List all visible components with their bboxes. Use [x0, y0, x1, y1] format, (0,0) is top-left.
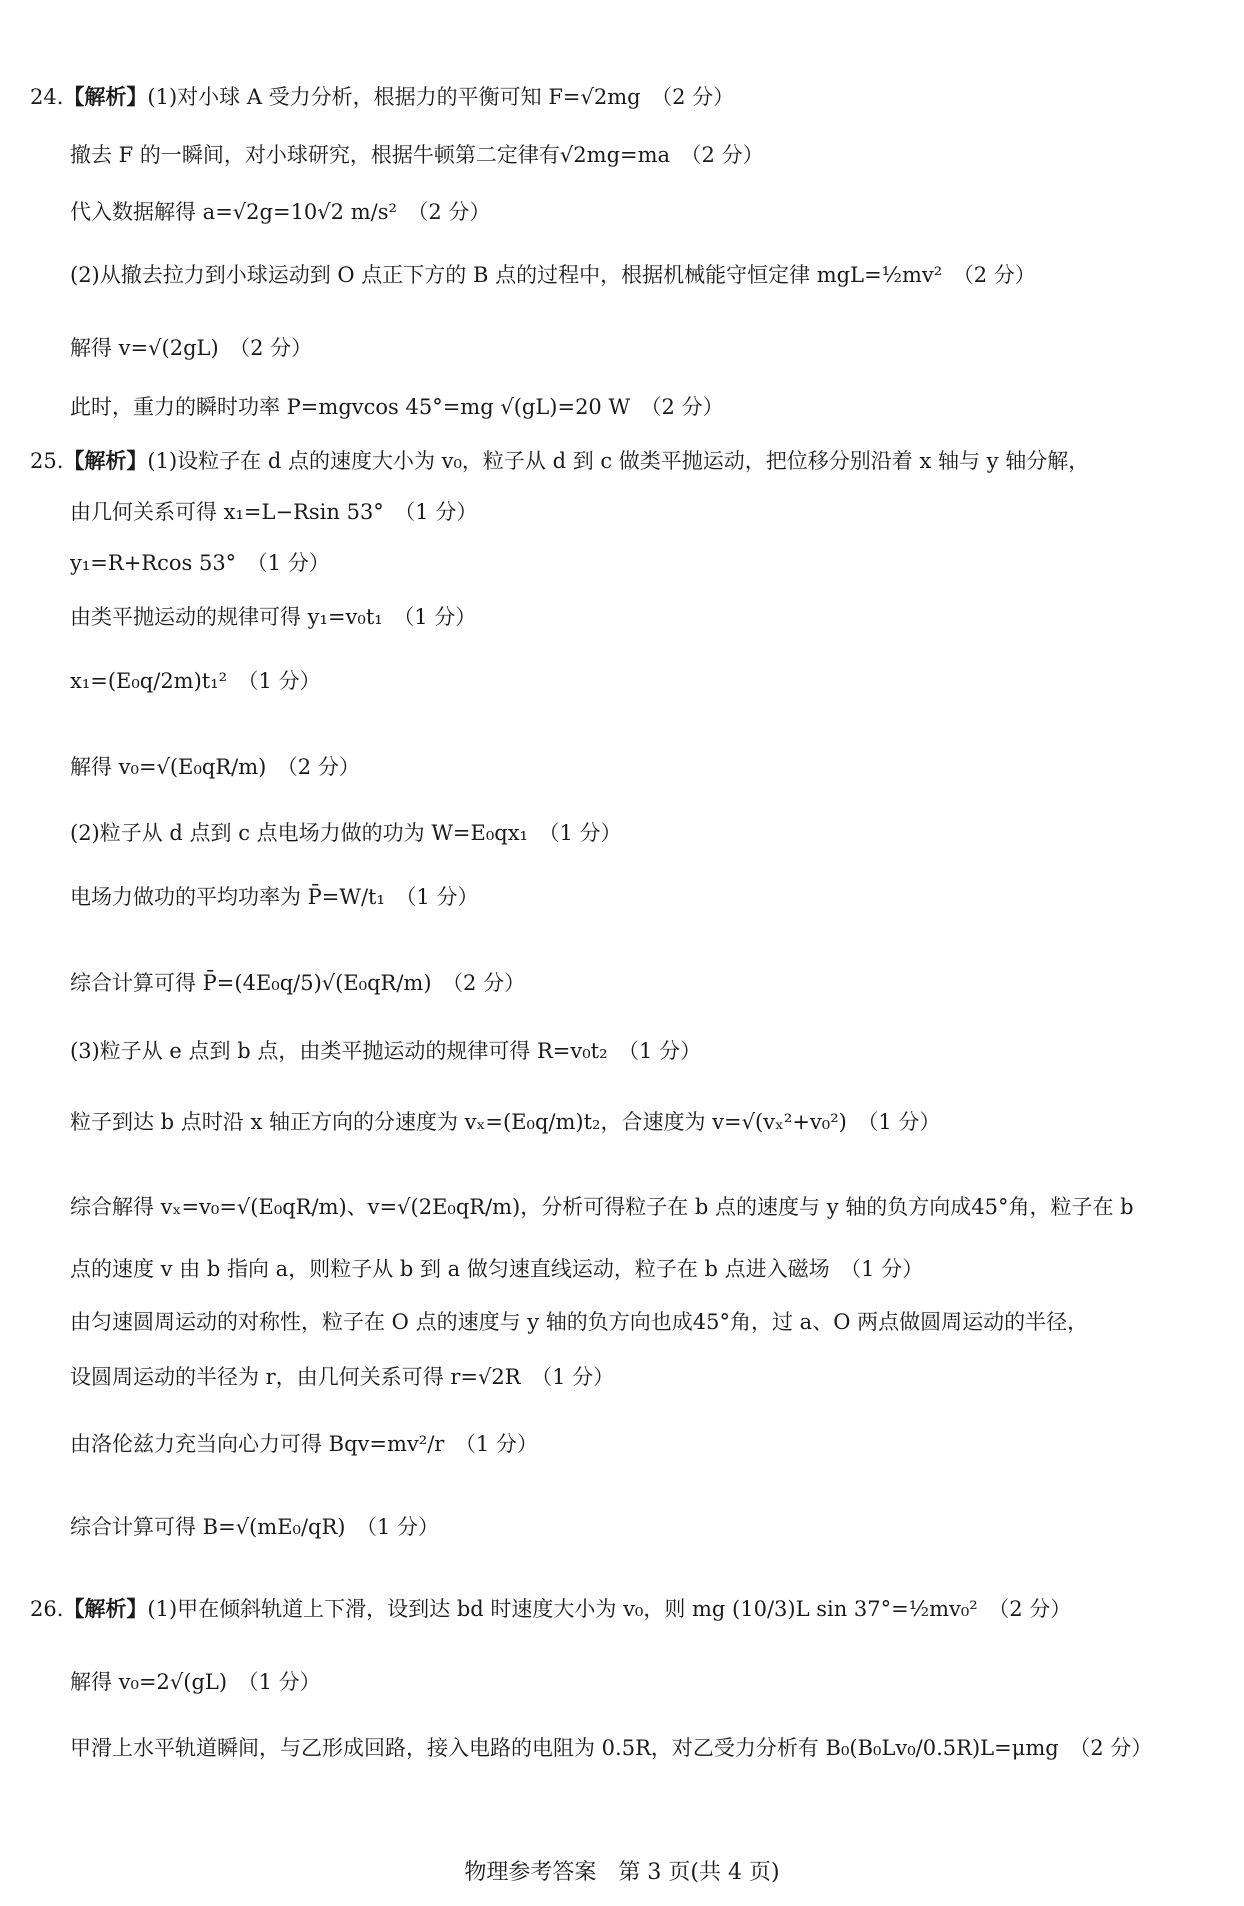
q25-line-9: 综合计算可得 P̄=(4E₀q/5)√(E₀qR/m) （2 分）	[70, 971, 526, 995]
line-text: (1)设粒子在 d 点的速度大小为 v₀，粒子从 d 到 c 做类平抛运动，把位移分别沿着 x 轴与 y 轴分解，	[147, 449, 1090, 473]
question-number: 26.	[30, 1597, 64, 1621]
q24-line-2: 撤去 F 的一瞬间，对小球研究，根据牛顿第二定律有√2mg=ma （2 分）	[70, 143, 764, 167]
q25-line-17: 综合计算可得 B=√(mE₀/qR) （1 分）	[70, 1515, 439, 1539]
q26-line-1	[30, 1594, 1071, 1624]
q25-line-13: 点的速度 v 由 b 指向 a，则粒子从 b 到 a 做匀速直线运动，粒子在 b 点进入磁场 （1 分）	[70, 1257, 924, 1281]
q24-line-3: 代入数据解得 a=√2g=10√2 m/s² （2 分）	[70, 200, 491, 224]
q25-line-11: 粒子到达 b 点时沿 x 轴正方向的分速度为 vₓ=(E₀q/m)t₂，合速度为 v=√(vₓ²+v₀²) （1 分）	[70, 1110, 941, 1134]
q25-line-1	[30, 446, 1089, 476]
q25-line-7: (2)粒子从 d 点到 c 点电场力做的功为 W=E₀qx₁ （1 分）	[70, 821, 622, 845]
q25-line-2: 由几何关系可得 x₁=L−Rsin 53° （1 分）	[70, 500, 478, 524]
analysis-tag: 【解析】	[63, 1596, 148, 1621]
page-footer: 物理参考答案 第 3 页(共 4 页)	[464, 1860, 780, 1885]
q25-line-4: 由类平抛运动的规律可得 y₁=v₀t₁ （1 分）	[70, 605, 477, 629]
q25-line-6: 解得 v₀=√(E₀qR/m) （2 分）	[70, 755, 360, 779]
q26-line-2: 解得 v₀=2√(gL) （1 分）	[70, 1670, 321, 1694]
q25-line-12: 综合解得 vₓ=v₀=√(E₀qR/m)、v=√(2E₀qR/m)，分析可得粒子在 b 点的速度与 y 轴的负方向成45°角，粒子在 b	[70, 1195, 1134, 1219]
question-number: 24.	[30, 85, 64, 109]
q24-line-4: (2)从撤去拉力到小球运动到 O 点正下方的 B 点的过程中，根据机械能守恒定律 mgL=½mv² （2 分）	[70, 263, 1036, 287]
q26-line-3: 甲滑上水平轨道瞬间，与乙形成回路，接入电路的电阻为 0.5R，对乙受力分析有 B₀(B₀Lv₀/0.5R)L=μmg （2 分）	[70, 1736, 1153, 1760]
q25-line-10: (3)粒子从 e 点到 b 点，由类平抛运动的规律可得 R=v₀t₂ （1 分）	[70, 1039, 702, 1063]
q25-line-3: y₁=R+Rcos 53° （1 分）	[70, 551, 330, 575]
question-number: 25.	[30, 449, 64, 473]
line-text: (1)甲在倾斜轨道上下滑，设到达 bd 时速度大小为 v₀，则 mg (10/3)L sin 37°=½mv₀² （2 分）	[147, 1597, 1072, 1621]
q24-line-1	[30, 82, 734, 112]
q24-line-6: 此时，重力的瞬时功率 P=mgvcos 45°=mg √(gL)=20 W （2 分）	[70, 395, 724, 419]
q25-line-5: x₁=(E₀q/2m)t₁² （1 分）	[70, 669, 321, 693]
line-text: (1)对小球 A 受力分析，根据力的平衡可知 F=√2mg （2 分）	[147, 85, 735, 109]
q24-line-5: 解得 v=√(2gL) （2 分）	[70, 336, 313, 360]
q25-line-15: 设圆周运动的半径为 r，由几何关系可得 r=√2R （1 分）	[70, 1365, 615, 1389]
q25-line-14: 由匀速圆周运动的对称性，粒子在 O 点的速度与 y 轴的负方向也成45°角，过 a、O 两点做圆周运动的半径，	[70, 1310, 1089, 1334]
q25-line-16: 由洛伦兹力充当向心力可得 Bqv=mv²/r （1 分）	[70, 1432, 538, 1456]
q25-line-8: 电场力做功的平均功率为 P̄=W/t₁ （1 分）	[70, 885, 479, 909]
analysis-tag: 【解析】	[63, 84, 148, 109]
analysis-tag: 【解析】	[63, 448, 148, 473]
